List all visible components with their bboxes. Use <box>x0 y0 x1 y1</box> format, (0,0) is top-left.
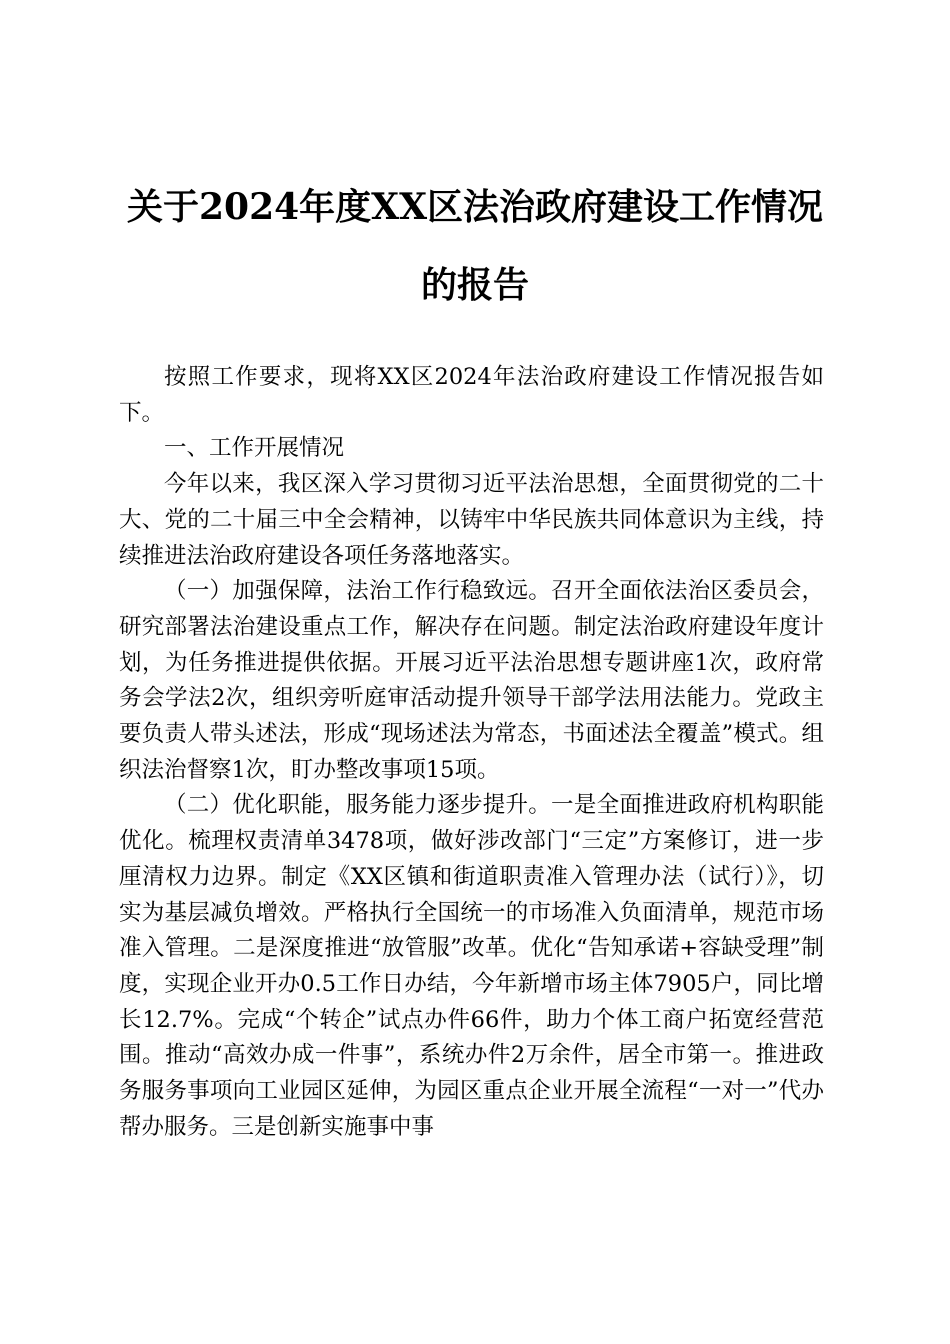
document-title <box>118 168 832 324</box>
item-1-lead: （一）加强保障，法治工作行稳致远。 <box>164 578 552 605</box>
document-body <box>119 360 824 1145</box>
item-1-text: 召开全面依法治区委员会，研究部署法治建设重点工作，解决存在问题。制定法治政府建设年度计划，为任务推进提供依据。开展习近平法治思想专题讲座1次，政府常务会学法2次，组织旁听庭审活动提升领导干部学法用法能力。党政主要负责人带头述法，形成“现场述法为常态，书面述法全覆盖”模式。组织法治督察1次，盯办整改事项15项。 <box>119 578 824 783</box>
item-2-lead: （二）优化职能，服务能力逐步提升。 <box>164 792 552 819</box>
title-line-2: 的报告 <box>420 264 529 306</box>
item-1-paragraph <box>119 574 824 788</box>
section-heading-1: 一、工作开展情况 <box>164 435 345 462</box>
intro-paragraph: 按照工作要求，现将XX区2024年法治政府建设工作情况报告如下。 <box>119 364 824 426</box>
title-line-1: 关于2024年度XX区法治政府建设工作情况 <box>126 186 824 228</box>
item-2-text: 一是全面推进政府机构职能优化。梳理权责清单3478项，做好涉改部门“三定”方案修订，进一步厘清权力边界。制定《XX区镇和街道职责准入管理办法（试行）》，切实为基层减负增效。严格执行全国统一的市场准入负面清单，规范市场准入管理。二是深度推进“放管服”改革。优化“告知承诺+容缺受理”制度，实现企业开办0.5工作日办结，今年新增市场主体7905户，同比增长12.7%。完成“个转企”试点办件66件，助力个体工商户拓宽经营范围。推动“高效办成一件事”，系统办件2万余件，居全市第一。推进政务服务事项向工业园区延伸，为园区重点企业开展全流程“一对一”代办帮办服务。三是创新实施事中事 <box>119 792 824 1140</box>
section-intro-paragraph: 今年以来，我区深入学习贯彻习近平法治思想，全面贯彻党的二十大、党的二十届三中全会精神，以铸牢中华民族共同体意识为主线，持续推进法治政府建设各项任务落地落实。 <box>119 471 824 569</box>
item-2-paragraph <box>119 788 824 1145</box>
